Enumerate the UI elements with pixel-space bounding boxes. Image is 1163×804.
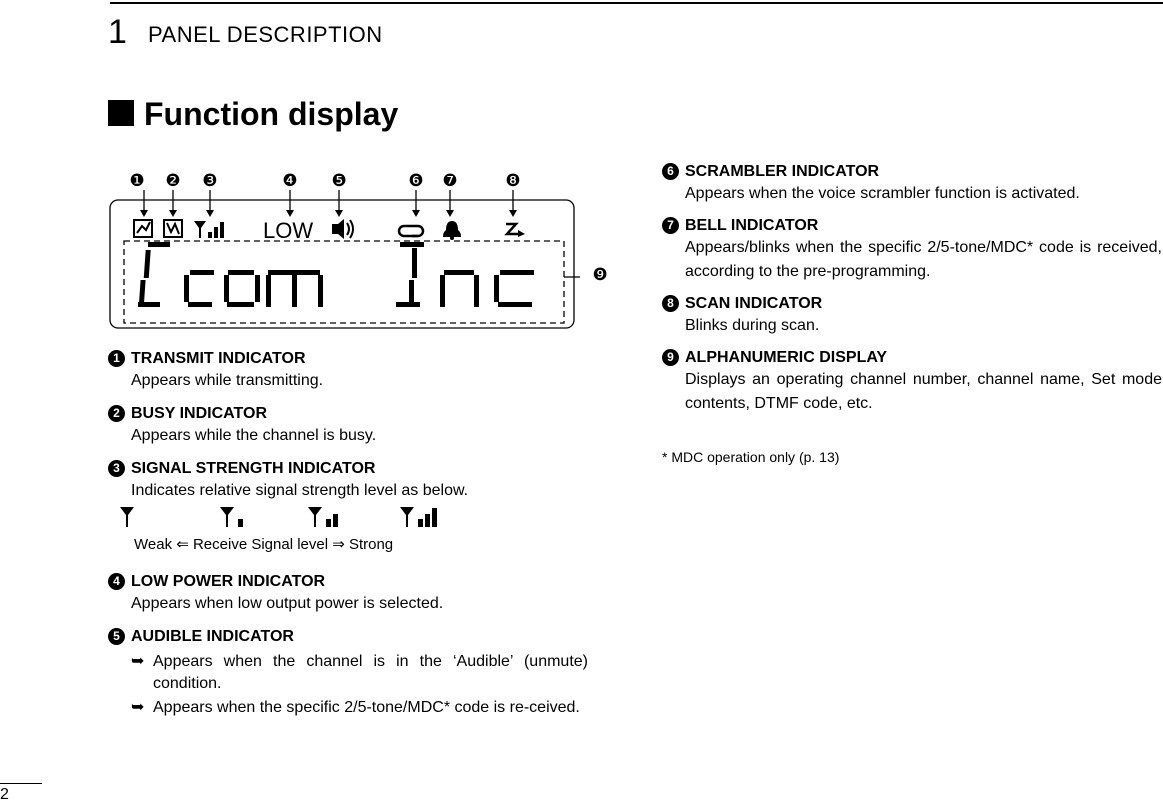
marker-6: ❻ (408, 171, 424, 191)
badge-4: 4 (108, 573, 125, 590)
item-busy (108, 404, 588, 448)
signal-level-1-icon (220, 507, 243, 527)
item-description: Blinks during scan. (685, 317, 820, 334)
item-heading: 9 ALPHANUMERIC DISPLAY (662, 348, 1162, 368)
badge-3: 3 (108, 460, 125, 477)
item-heading: 3 SIGNAL STRENGTH INDICATOR (108, 459, 588, 479)
item-scan (662, 294, 1162, 338)
item-description: Displays an operating channel number, channel name, Set mode contents, DTMF code, etc. (685, 371, 1162, 412)
item-scrambler (662, 162, 1162, 206)
signal-level-0-icon (120, 507, 134, 527)
item-low-power (108, 572, 588, 616)
leader-lines (144, 190, 513, 212)
busy-icon (164, 220, 182, 237)
bullet-item: ➥ Appears when the channel is in the ‘Audible’ (unmute) condition. (131, 651, 588, 695)
signal-strength-icon (194, 221, 224, 238)
chapter-number: 1 (108, 13, 127, 51)
item-description: Appears when the voice scrambler function is activated. (685, 185, 1080, 202)
marker-4: ❹ (282, 171, 298, 191)
item-alphanumeric (662, 348, 1162, 416)
item-bell (662, 216, 1162, 284)
item-signal-strength (108, 459, 588, 503)
scan-icon (506, 224, 525, 237)
marker-8: ❽ (505, 171, 521, 191)
marker-7: ❼ (442, 171, 458, 191)
item-heading: 5 AUDIBLE INDICATOR (108, 627, 588, 647)
badge-1: 1 (108, 350, 125, 367)
badge-2: 2 (108, 405, 125, 422)
badge-6: 6 (662, 163, 679, 180)
signal-level-caption: Weak ⇐ Receive Signal level ⇒ Strong (134, 536, 394, 553)
marker-3: ❸ (202, 171, 218, 191)
item-heading: 7 BELL INDICATOR (662, 216, 1162, 236)
header-rule (110, 2, 1163, 4)
marker-2: ❷ (165, 171, 181, 191)
low-power-text: LOW (263, 218, 314, 243)
audible-icon (332, 219, 353, 239)
item-audible (108, 627, 588, 719)
page-number: 2 (0, 786, 9, 803)
item-description: Appears/blinks when the specific 2/5-tone/MDC* code is received, according to the pre-programming. (685, 239, 1162, 280)
signal-level-2-icon (308, 507, 338, 527)
item-description: Indicates relative signal strength level as below. (131, 482, 469, 499)
item-heading: 1 TRANSMIT INDICATOR (108, 349, 588, 369)
badge-8: 8 (662, 295, 679, 312)
lcd-diagram (100, 160, 608, 335)
marker-5: ❺ (331, 171, 347, 191)
item-description: Appears while the channel is busy. (131, 427, 377, 444)
badge-5: 5 (108, 628, 125, 645)
item-heading: 2 BUSY INDICATOR (108, 404, 588, 424)
arrow-bullet-icon: ➥ (131, 699, 145, 716)
signal-level-3-icon (400, 507, 437, 527)
marker-9: ❾ (592, 265, 608, 285)
marker-1: ❶ (129, 171, 145, 191)
badge-9: 9 (662, 349, 679, 366)
page-number-rule (0, 783, 42, 784)
arrow-bullet-icon: ➥ (131, 653, 145, 670)
badge-7: 7 (662, 217, 679, 234)
section-title-text: Function display (144, 96, 399, 132)
signal-levels (118, 505, 458, 533)
item-heading: 6 SCRAMBLER INDICATOR (662, 162, 1162, 182)
item-description: Appears while transmitting. (131, 372, 324, 389)
scrambler-icon (399, 226, 423, 236)
item-description: Appears when low output power is selected. (131, 595, 444, 612)
footnote: * MDC operation only (p. 13) (662, 449, 840, 465)
item-heading: 8 SCAN INDICATOR (662, 294, 1162, 314)
bell-icon (443, 221, 461, 240)
chapter-title: PANEL DESCRIPTION (148, 22, 383, 47)
section-title (108, 96, 398, 133)
lcd-segment-text (138, 242, 534, 323)
square-bullet-icon (108, 100, 134, 126)
transmit-icon (134, 220, 152, 237)
bullet-item: ➥ Appears when the specific 2/5-tone/MDC* code is re-ceived. (131, 697, 588, 719)
item-heading: 4 LOW POWER INDICATOR (108, 572, 588, 592)
item-transmit (108, 349, 588, 393)
